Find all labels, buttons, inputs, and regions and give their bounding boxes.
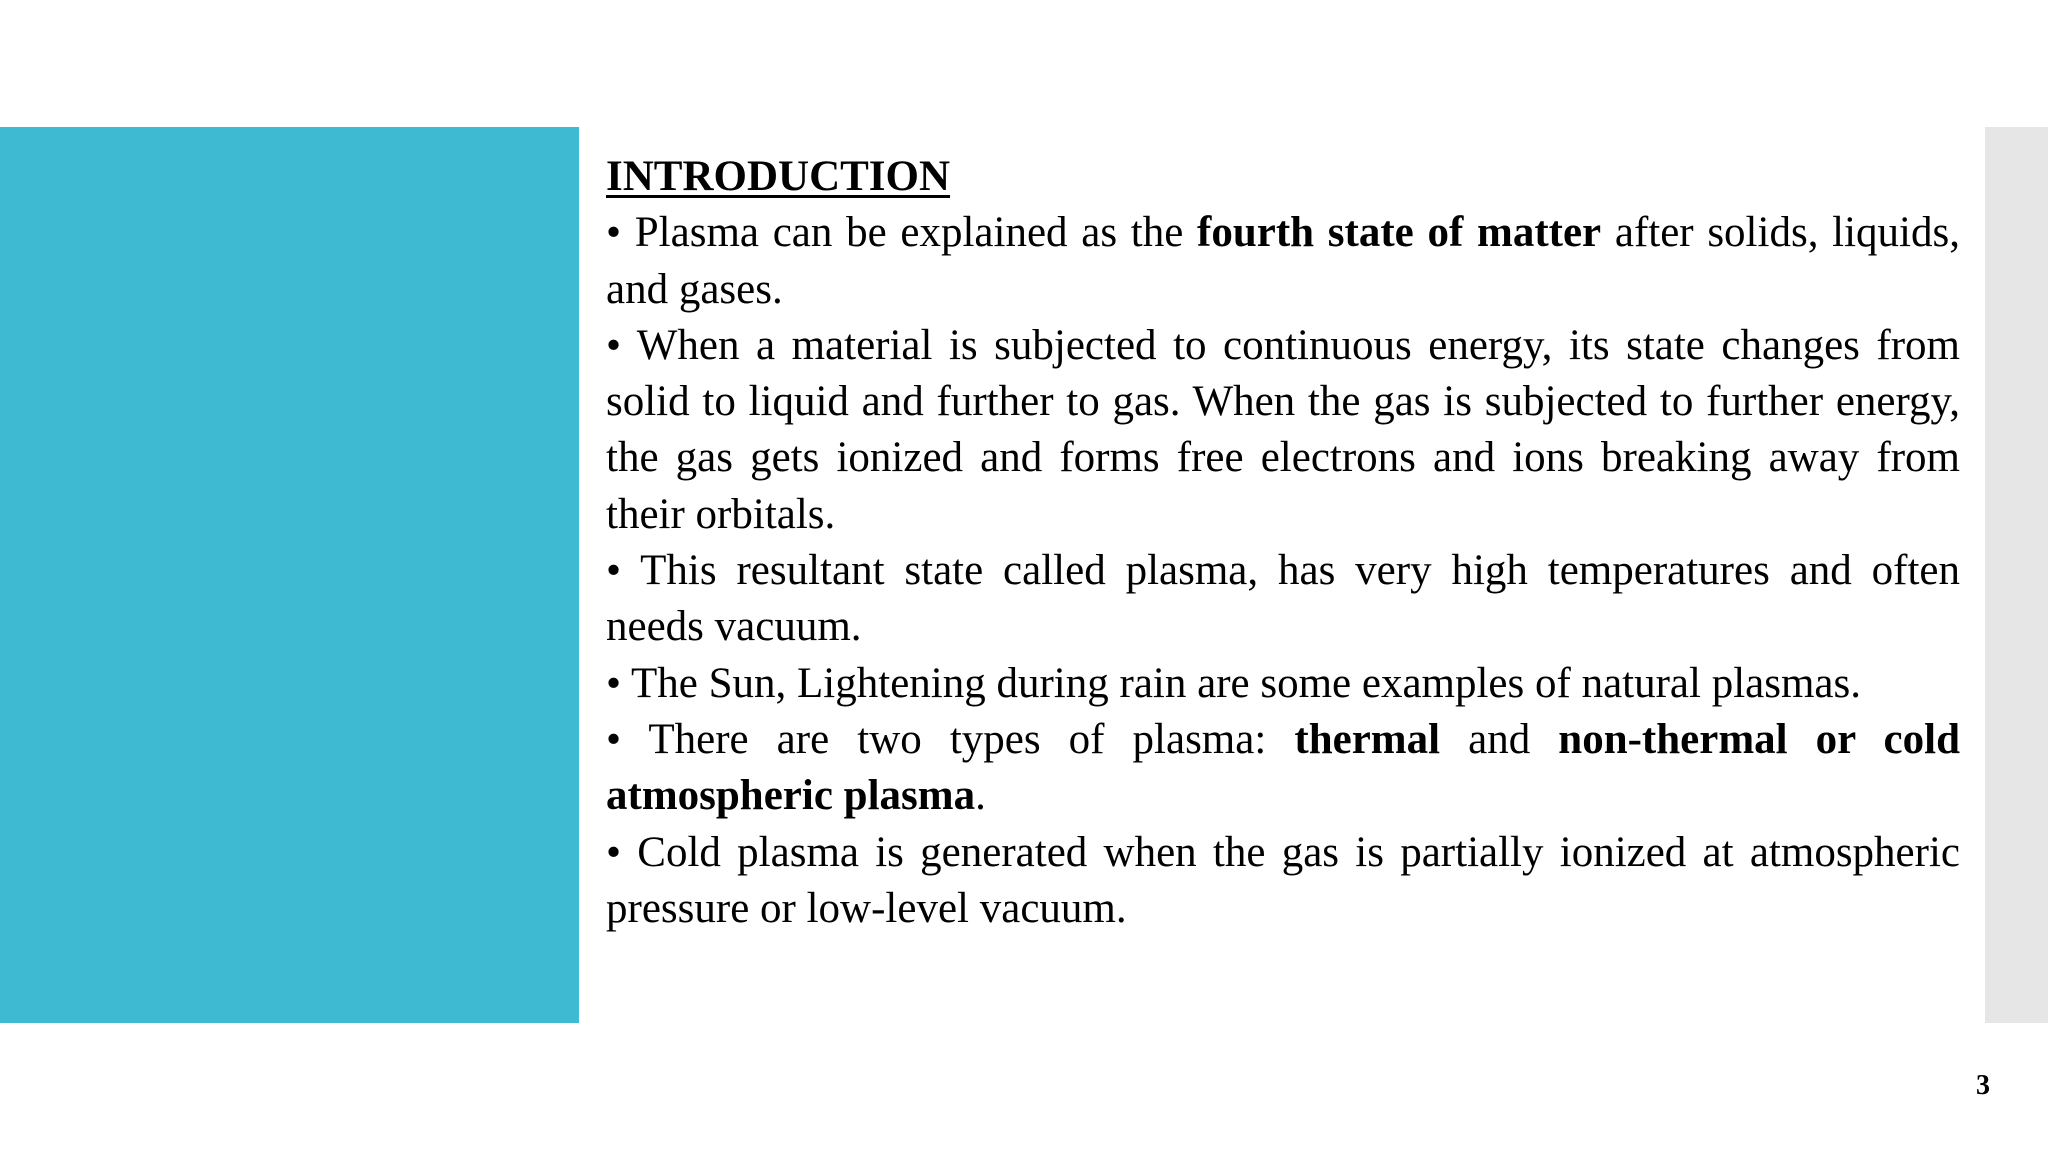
bullet-paragraph bbox=[606, 656, 1960, 712]
bullet-bold-text: non-thermal or cold atmospheric plasma bbox=[606, 715, 1961, 820]
bullet-text: and bbox=[1440, 715, 1559, 763]
bullet-text: • Cold plasma is generated when the gas is partially ionized at atmospheric pressure or low-level vacuum. bbox=[606, 828, 1960, 932]
bullet-bold-text: fourth state of matter bbox=[1197, 209, 1602, 257]
bullet-text: • Plasma can be explained as the bbox=[606, 209, 1198, 257]
bullet-paragraph bbox=[606, 543, 1960, 656]
accent-color-block bbox=[0, 127, 579, 1023]
bullet-text: • The Sun, Lightening during rain are some examples of natural plasmas. bbox=[606, 659, 1861, 707]
bullet-text: . bbox=[975, 772, 986, 820]
slide-heading: INTRODUCTION bbox=[606, 153, 951, 200]
bullet-paragraph bbox=[606, 825, 1960, 938]
bullet-text: • This resultant state called plasma, has very high temperatures and often needs vacuum. bbox=[606, 547, 1960, 651]
bullet-text: • When a material is subjected to continuous energy, its state changes from solid to liquid and further to gas. When the gas is subjected to further energy, the gas gets ionized and forms free electrons and ions breaking away from their orbitals. bbox=[606, 321, 1960, 538]
page-number: 3 bbox=[1976, 1070, 1990, 1101]
side-gray-strip bbox=[1985, 127, 2048, 1023]
bullet-paragraph bbox=[606, 318, 1960, 543]
bullet-text: • There are two types of plasma: bbox=[606, 715, 1295, 763]
bullet-paragraph bbox=[606, 712, 1960, 825]
slide-content bbox=[606, 149, 1960, 937]
bullet-paragraph bbox=[606, 205, 1960, 318]
bullet-text: after solids, liquids, and gases. bbox=[606, 209, 1960, 313]
bullet-bold-text: thermal bbox=[1294, 715, 1441, 763]
